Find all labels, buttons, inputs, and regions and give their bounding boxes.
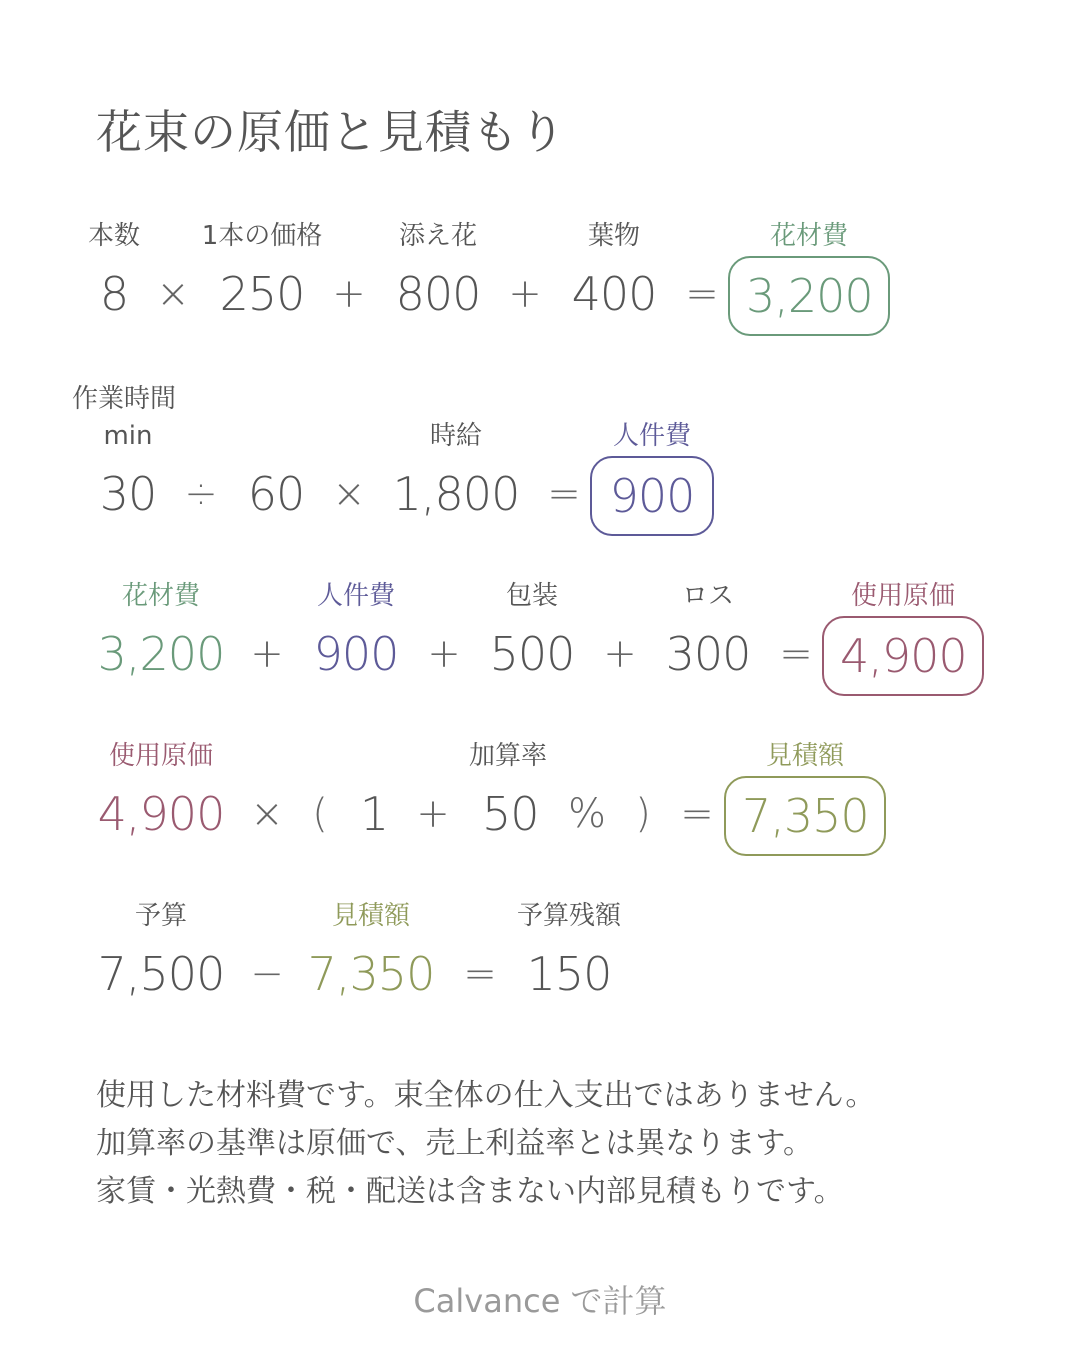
quote-cell [306, 898, 436, 1006]
notes [96, 1072, 875, 1216]
loss-label: ロス [681, 581, 734, 611]
divide-operator: ÷ [184, 471, 218, 517]
budget-value: 7,500 [97, 947, 225, 1001]
wage-value: 1,800 [392, 467, 520, 521]
page-title: 花束の原価と見積もり [96, 105, 566, 159]
multiply-operator: × [156, 271, 190, 317]
foliage-cell [554, 218, 674, 326]
cost-used-result-cell [822, 578, 984, 696]
price-cell [192, 218, 332, 326]
quote-result-cell [724, 738, 886, 856]
remaining-value: 150 [526, 947, 612, 1001]
one-label [344, 738, 404, 774]
labor-cost-result: 900 [590, 456, 714, 536]
row-cost-used [0, 578, 1080, 718]
cost-used-cell [96, 738, 226, 846]
work-minutes-label: min [103, 421, 153, 451]
wage-cell [386, 418, 526, 526]
work-minutes-cell [88, 418, 168, 526]
foliage-label: 葉物 [587, 221, 640, 251]
multiply-operator: × [250, 791, 284, 837]
cost-used-label: 使用原価 [108, 741, 213, 771]
percent-sign: % [567, 791, 606, 837]
note-line: 加算率の基準は原価で、売上利益率とは異なります。 [96, 1126, 813, 1161]
row-labor-cost [0, 418, 1080, 558]
remaining-cell [508, 898, 630, 1006]
divisor-cell [236, 418, 316, 526]
wrapping-cell [476, 578, 588, 686]
price-value: 250 [219, 267, 305, 321]
one-value: 1 [359, 787, 389, 841]
equals-operator: = [463, 951, 497, 997]
flower-cost-cell [96, 578, 226, 686]
price-label: 1本の価格 [201, 221, 323, 251]
markup-label: 加算率 [468, 741, 547, 771]
markup-value: 50 [482, 787, 539, 841]
one-cell [344, 738, 404, 846]
left-paren: ( [312, 791, 328, 837]
quote-label: 見積額 [765, 741, 844, 771]
plus-operator: + [332, 271, 366, 317]
labor-cost-value: 900 [313, 627, 399, 681]
equals-operator: = [779, 631, 813, 677]
stems-value: 8 [99, 267, 129, 321]
flower-cost-label: 花材費 [769, 221, 848, 251]
work-time-label: 作業時間 [72, 384, 177, 414]
accent-flowers-cell [378, 218, 498, 326]
cost-used-label: 使用原価 [850, 581, 955, 611]
labor-cost-label: 人件費 [612, 421, 691, 451]
work-minutes-value: 30 [99, 467, 157, 521]
accent-flowers-label: 添え花 [398, 221, 477, 251]
accent-flowers-value: 800 [395, 267, 481, 321]
divisor-label [236, 418, 316, 454]
row-budget-remaining [0, 898, 1080, 1038]
labor-cost-label: 人件費 [316, 581, 395, 611]
divisor-value: 60 [247, 467, 305, 521]
remaining-label: 予算残額 [516, 901, 621, 931]
labor-cost-cell [300, 578, 412, 686]
budget-label: 予算 [134, 901, 187, 931]
flower-cost-value: 3,200 [97, 627, 225, 681]
multiply-operator: × [332, 471, 366, 517]
foliage-value: 400 [571, 267, 657, 321]
plus-operator: + [250, 631, 284, 677]
row-flower-material-cost [0, 218, 1080, 358]
note-line: 使用した材料費です。束全体の仕入支出ではありません。 [96, 1078, 876, 1113]
stems-label: 本数 [87, 221, 140, 251]
quote-label: 見積額 [331, 901, 410, 931]
flower-cost-result: 3,200 [728, 256, 890, 336]
row-quote [0, 738, 1080, 878]
cost-used-value: 4,900 [97, 787, 225, 841]
markup-cell [448, 738, 568, 846]
equals-operator: = [547, 471, 581, 517]
budget-cell [96, 898, 226, 1006]
quote-result: 7,350 [724, 776, 886, 856]
note-line: 家賃・光熱費・税・配送は含まない内部見積もりです。 [96, 1174, 844, 1209]
flower-cost-result-cell [728, 218, 890, 336]
wage-label: 時給 [429, 421, 482, 451]
plus-operator: + [416, 791, 450, 837]
equals-operator: = [685, 271, 719, 317]
wrapping-value: 500 [489, 627, 575, 681]
equals-operator: = [680, 791, 714, 837]
cost-used-result: 4,900 [822, 616, 984, 696]
loss-value: 300 [665, 627, 751, 681]
footer-credit: Calvance で計算 [413, 1282, 667, 1320]
flower-cost-label: 花材費 [121, 581, 200, 611]
minus-operator: − [250, 951, 284, 997]
loss-cell [652, 578, 764, 686]
plus-operator: + [427, 631, 461, 677]
stems-cell [74, 218, 154, 326]
quote-value: 7,350 [307, 947, 435, 1001]
wrapping-label: 包装 [505, 581, 558, 611]
plus-operator: + [603, 631, 637, 677]
labor-cost-result-cell [590, 418, 714, 536]
plus-operator: + [508, 271, 542, 317]
right-paren: ) [635, 791, 651, 837]
